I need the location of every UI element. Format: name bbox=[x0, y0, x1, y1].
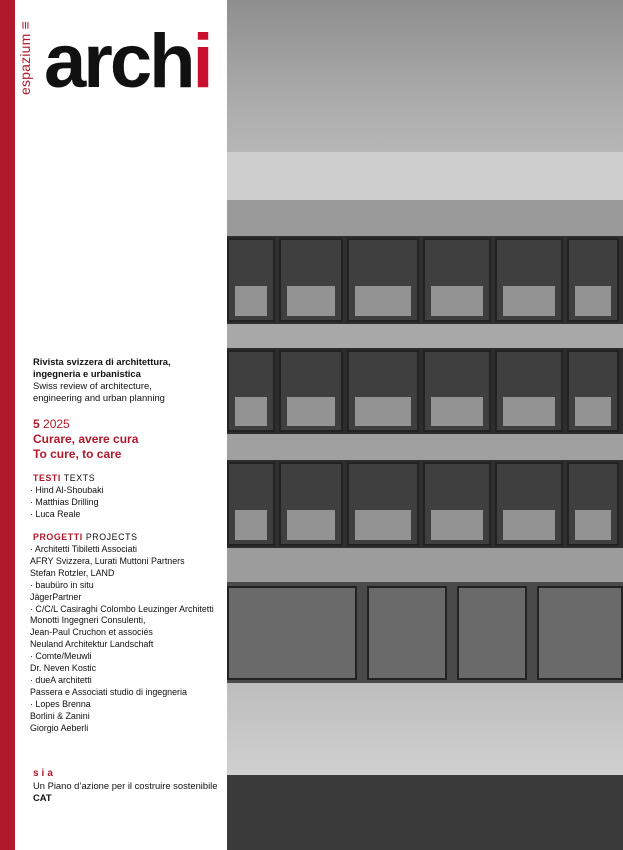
interior-light bbox=[235, 510, 267, 539]
progetti-item: AFRY Svizzera, Lurati Muttoni Partners bbox=[30, 555, 185, 566]
window-pane bbox=[495, 462, 563, 546]
slab-1 bbox=[227, 548, 623, 582]
progetti-item: · baubüro in situ bbox=[30, 579, 94, 590]
interior-light bbox=[503, 286, 555, 315]
interior-light bbox=[235, 286, 267, 315]
window-pane bbox=[227, 238, 275, 322]
window-pane bbox=[567, 350, 619, 432]
window-pane bbox=[227, 350, 275, 432]
progetti-item: · Architetti Tibiletti Associati bbox=[30, 544, 138, 554]
interior-light bbox=[575, 510, 611, 539]
progetti-item: · Lopes Brenna bbox=[30, 698, 91, 709]
testi-item: · Matthias Drilling bbox=[30, 497, 99, 507]
window-pane bbox=[279, 238, 343, 322]
sky bbox=[227, 0, 623, 152]
window-pane bbox=[347, 350, 419, 432]
window-pane bbox=[567, 238, 619, 322]
roof-parapet bbox=[227, 152, 623, 200]
testi-heading bbox=[33, 473, 95, 483]
window-pane bbox=[423, 238, 491, 322]
interior-light bbox=[287, 397, 335, 426]
progetti-item: Monotti Ingegneri Consulenti, bbox=[30, 615, 146, 626]
issue-title-it: Curare, avere cura bbox=[33, 432, 139, 446]
terrace bbox=[227, 683, 623, 775]
window-pane bbox=[567, 462, 619, 546]
issue-year: 2025 bbox=[43, 417, 70, 431]
subtitle-en-line2: engineering and urban planning bbox=[33, 392, 165, 403]
slab-2 bbox=[227, 434, 623, 460]
window-pane bbox=[423, 462, 491, 546]
issue-title-en: To cure, to care bbox=[33, 447, 122, 461]
window-pane bbox=[279, 462, 343, 546]
interior-light bbox=[355, 510, 411, 539]
interior-light bbox=[287, 286, 335, 315]
window-pane bbox=[347, 238, 419, 322]
progetti-item: Dr. Neven Kostic bbox=[30, 663, 97, 673]
espazium-label bbox=[17, 17, 35, 95]
interior-light bbox=[287, 510, 335, 539]
espazium-text: espazium ≡ bbox=[17, 21, 33, 95]
logo-accent-letter: i bbox=[192, 19, 211, 104]
sia-logo: sia bbox=[33, 768, 56, 779]
subtitle-it-line2: ingegneria e urbanistica bbox=[33, 368, 141, 379]
interior-light bbox=[503, 510, 555, 539]
window-pane bbox=[279, 350, 343, 432]
window-pane bbox=[495, 238, 563, 322]
interior-light bbox=[503, 397, 555, 426]
subtitle-en-line1: Swiss review of architecture, bbox=[33, 380, 152, 391]
progetti-item: · Comte/Meuwli bbox=[30, 651, 92, 662]
window-pane bbox=[423, 350, 491, 432]
ground-window bbox=[537, 586, 623, 680]
progetti-heading bbox=[33, 532, 138, 542]
footer-line2: CAT bbox=[33, 792, 52, 803]
grass bbox=[227, 775, 623, 850]
upper-slab bbox=[227, 200, 623, 236]
progetti-item: Neuland Architektur Landschaft bbox=[30, 639, 154, 650]
texts-label: TEXTS bbox=[63, 473, 96, 483]
interior-light bbox=[431, 397, 483, 426]
red-spine bbox=[0, 0, 15, 850]
slab-3 bbox=[227, 324, 623, 348]
progetti-label: PROGETTI bbox=[33, 532, 83, 542]
testi-item: · Hind Al-Shoubaki bbox=[30, 485, 104, 495]
interior-light bbox=[355, 397, 411, 426]
ground-window bbox=[227, 586, 357, 680]
progetti-item: · dueA architetti bbox=[30, 674, 92, 685]
interior-light bbox=[575, 397, 611, 426]
issue-number bbox=[33, 417, 70, 432]
window-pane bbox=[227, 462, 275, 546]
progetti-item: Stefan Rotzler, LAND bbox=[30, 567, 115, 578]
progetti-item: Passera e Associati studio di ingegneria bbox=[30, 686, 187, 697]
archi-logo bbox=[44, 19, 211, 104]
cover-photo bbox=[227, 0, 623, 850]
progetti-item: Borlini & Zanini bbox=[30, 710, 90, 721]
window-pane bbox=[495, 350, 563, 432]
progetti-item: Jean-Paul Cruchon et associés bbox=[30, 627, 153, 638]
issue-no: 5 bbox=[33, 417, 40, 431]
footer-line1: Un Piano d’azione per il costruire sostenibile bbox=[33, 780, 218, 791]
interior-light bbox=[355, 286, 411, 315]
testi-item: · Luca Reale bbox=[30, 509, 81, 519]
subtitle-it-line1: Rivista svizzera di architettura, bbox=[33, 356, 171, 367]
ground-window bbox=[367, 586, 447, 680]
interior-light bbox=[431, 286, 483, 315]
interior-light bbox=[575, 286, 611, 315]
ground-window bbox=[457, 586, 527, 680]
testi-label: TESTI bbox=[33, 473, 61, 483]
progetti-item: JägerPartner bbox=[30, 591, 82, 602]
logo-text: arch bbox=[44, 19, 193, 104]
progetti-item: Giorgio Aeberli bbox=[30, 722, 89, 733]
interior-light bbox=[235, 397, 267, 426]
interior-light bbox=[431, 510, 483, 539]
progetti-item: · C/C/L Casiraghi Colombo Leuzinger Architetti bbox=[30, 603, 214, 614]
window-pane bbox=[347, 462, 419, 546]
projects-label: PROJECTS bbox=[85, 532, 138, 542]
